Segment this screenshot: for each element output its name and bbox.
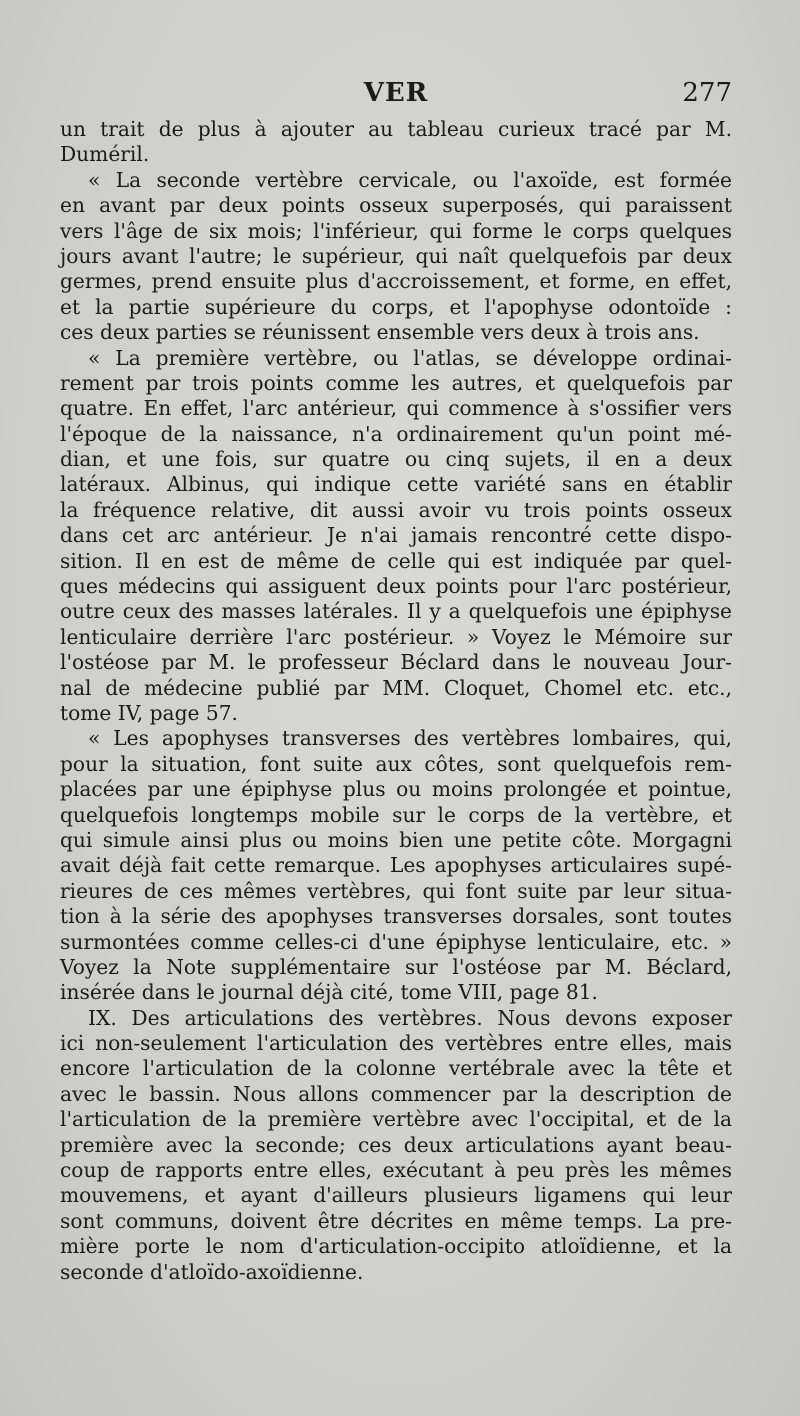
text-line: « La première vertèbre, ou l'atlas, se développe ordinai- bbox=[88, 345, 732, 370]
text-line: quatre. En effet, l'arc antérieur, qui commence à s'ossifier vers bbox=[60, 396, 732, 421]
text-line: l'époque de la naissance, n'a ordinairement qu'un point mé- bbox=[60, 421, 732, 446]
text-line: la fréquence relative, dit aussi avoir vu trois points osseux bbox=[60, 497, 732, 522]
text-line: ques médecins qui assiguent deux points pour l'arc postérieur, bbox=[60, 574, 732, 599]
text-line: surmontées comme celles-ci d'une épiphyse lenticulaire, etc. » bbox=[60, 929, 732, 954]
text-line: rement par trois points comme les autres, et quelquefois par bbox=[60, 370, 732, 395]
text-line: première avec la seconde; ces deux articulations ayant beau- bbox=[60, 1132, 732, 1157]
text-line: Voyez la Note supplémentaire sur l'ostéose par M. Béclard, bbox=[60, 954, 732, 979]
text-line: nal de médecine publié par MM. Cloquet, Chomel etc. etc., bbox=[60, 675, 732, 700]
text-line: et la partie supérieure du corps, et l'apophyse odontoïde : bbox=[60, 294, 732, 319]
text-line: encore l'articulation de la colonne vertébrale avec la tête et bbox=[60, 1056, 732, 1081]
text-line: jours avant l'autre; le supérieur, qui naît quelquefois par deux bbox=[60, 243, 732, 268]
text-line: mière porte le nom d'articulation-occipito atloïdienne, et la bbox=[60, 1234, 732, 1259]
text-line: quelquefois longtemps mobile sur le corps de la vertèbre, et bbox=[60, 802, 732, 827]
page-header bbox=[60, 78, 732, 114]
text-line: tome IV, page 57. bbox=[60, 700, 238, 725]
text-line: avec le bassin. Nous allons commencer par la description de bbox=[60, 1081, 732, 1106]
text-line: latéraux. Albinus, qui indique cette variété sans en établir bbox=[60, 472, 732, 497]
text-line: tion à la série des apophyses transverses dorsales, sont toutes bbox=[60, 904, 732, 929]
text-line: coup de rapports entre elles, exécutant à peu près les mêmes bbox=[60, 1158, 732, 1183]
body-text bbox=[60, 117, 732, 1285]
text-line: un trait de plus à ajouter au tableau curieux tracé par M. bbox=[60, 117, 732, 141]
running-head: VER bbox=[363, 78, 429, 108]
text-line: mouvemens, et ayant d'ailleurs plusieurs ligamens qui leur bbox=[60, 1183, 732, 1208]
text-line: en avant par deux points osseux superposés, qui paraissent bbox=[60, 193, 732, 218]
text-line: « La seconde vertèbre cervicale, ou l'axoïde, est formée bbox=[88, 167, 732, 192]
text-line: avait déjà fait cette remarque. Les apophyses articulaires supé- bbox=[60, 853, 732, 878]
text-line: sition. Il en est de même de celle qui est indiquée par quel- bbox=[60, 548, 732, 573]
text-line: outre ceux des masses latérales. Il y a quelquefois une épiphyse bbox=[60, 599, 732, 624]
text-line: qui simule ainsi plus ou moins bien une petite côte. Morgagni bbox=[60, 827, 732, 852]
text-line: vers l'âge de six mois; l'inférieur, qui forme le corps quelques bbox=[60, 218, 732, 243]
text-line: l'ostéose par M. le professeur Béclard dans le nouveau Jour- bbox=[60, 650, 732, 675]
text-line: l'articulation de la première vertèbre avec l'occipital, et de la bbox=[60, 1107, 732, 1132]
text-line: rieures de ces mêmes vertèbres, qui font suite par leur situa- bbox=[60, 878, 732, 903]
text-line: « Les apophyses transverses des vertèbres lombaires, qui, bbox=[88, 726, 732, 751]
text-line: insérée dans le journal déjà cité, tome VIII, page 81. bbox=[60, 980, 598, 1005]
text-line: Duméril. bbox=[60, 142, 150, 167]
text-line: placées par une épiphyse plus ou moins prolongée et pointue, bbox=[60, 777, 732, 802]
text-line: ces deux parties se réunissent ensemble vers deux à trois ans. bbox=[60, 320, 700, 345]
text-line: ici non-seulement l'articulation des vertèbres entre elles, mais bbox=[60, 1031, 732, 1056]
text-line: dian, et une fois, sur quatre ou cinq sujets, il en a deux bbox=[60, 447, 732, 472]
text-line: IX. Des articulations des vertèbres. Nous devons exposer bbox=[88, 1005, 732, 1030]
text-line: seconde d'atloïdo-axoïdienne. bbox=[60, 1259, 364, 1284]
page-number: 277 bbox=[682, 78, 732, 108]
text-line: dans cet arc antérieur. Je n'ai jamais rencontré cette dispo- bbox=[60, 523, 732, 548]
text-line: pour la situation, font suite aux côtes, sont quelquefois rem- bbox=[60, 751, 732, 776]
text-line: germes, prend ensuite plus d'accroissement, et forme, en effet, bbox=[60, 269, 732, 294]
text-line: sont communs, doivent être décrites en même temps. La pre- bbox=[60, 1208, 732, 1233]
text-line: lenticulaire derrière l'arc postérieur. » Voyez le Mémoire sur bbox=[60, 624, 732, 649]
